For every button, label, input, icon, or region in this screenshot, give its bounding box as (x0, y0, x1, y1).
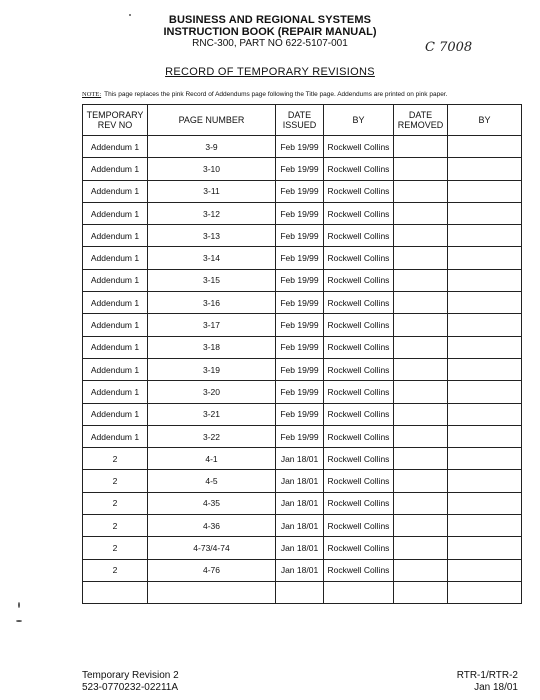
cell-by-removed (448, 559, 522, 581)
footer-revision: Temporary Revision 2 (82, 670, 179, 681)
cell-date-issued: Feb 19/99 (276, 403, 324, 425)
cell-date-issued (276, 581, 324, 603)
manual-part-number: RNC-300, PART NO 622-5107-001 (192, 38, 348, 49)
footer-doc-number: 523-0770232-02211A (82, 682, 179, 693)
cell-by-issued: Rockwell Collins (324, 537, 394, 559)
cell-date-removed (394, 292, 448, 314)
cell-rev-no: Addendum 1 (83, 336, 148, 358)
cell-date-issued: Feb 19/99 (276, 425, 324, 447)
table-row (83, 381, 522, 403)
cell-date-issued: Jan 18/01 (276, 470, 324, 492)
cell-by-issued: Rockwell Collins (324, 247, 394, 269)
cell-rev-no: Addendum 1 (83, 314, 148, 336)
cell-page-number: 3-20 (148, 381, 276, 403)
cell-by-removed (448, 381, 522, 403)
cell-by-issued: Rockwell Collins (324, 180, 394, 202)
cell-rev-no: 2 (83, 492, 148, 514)
cell-date-issued: Jan 18/01 (276, 537, 324, 559)
table-row (83, 180, 522, 202)
cell-page-number: 4-5 (148, 470, 276, 492)
cell-page-number: 3-11 (148, 180, 276, 202)
col-header-page-number: PAGE NUMBER (148, 105, 276, 136)
cell-date-issued: Feb 19/99 (276, 180, 324, 202)
cell-page-number: 3-10 (148, 158, 276, 180)
cell-rev-no: 2 (83, 559, 148, 581)
cell-rev-no: Addendum 1 (83, 158, 148, 180)
cell-date-issued: Feb 19/99 (276, 202, 324, 224)
handwritten-note: C 7008 (425, 40, 473, 55)
cell-rev-no: 2 (83, 537, 148, 559)
cell-by-issued (324, 581, 394, 603)
table-row (83, 247, 522, 269)
cell-by-issued: Rockwell Collins (324, 425, 394, 447)
table-row (83, 403, 522, 425)
cell-rev-no: Addendum 1 (83, 136, 148, 158)
note-text: This page replaces the pink Record of Addendums page following the Title page. Addendums are printed on pink paper. (104, 91, 448, 98)
scan-speck (16, 620, 22, 622)
cell-page-number: 3-19 (148, 358, 276, 380)
cell-by-removed (448, 403, 522, 425)
cell-page-number: 4-73/4-74 (148, 537, 276, 559)
table-header-row (83, 105, 522, 136)
cell-date-issued: Feb 19/99 (276, 381, 324, 403)
table-row (83, 314, 522, 336)
cell-page-number: 3-15 (148, 269, 276, 291)
cell-by-issued: Rockwell Collins (324, 158, 394, 180)
scan-speck (129, 14, 131, 16)
cell-by-removed (448, 537, 522, 559)
table-row (83, 448, 522, 470)
cell-page-number: 3-21 (148, 403, 276, 425)
revisions-table (82, 104, 522, 604)
table-row (83, 559, 522, 581)
cell-by-removed (448, 247, 522, 269)
cell-rev-no: 2 (83, 448, 148, 470)
cell-date-removed (394, 225, 448, 247)
cell-by-issued: Rockwell Collins (324, 403, 394, 425)
cell-date-removed (394, 381, 448, 403)
scan-speck (18, 602, 20, 608)
cell-date-removed (394, 403, 448, 425)
table-row (83, 425, 522, 447)
cell-date-issued: Feb 19/99 (276, 314, 324, 336)
col-header-by-removed: BY (448, 105, 522, 136)
cell-by-issued: Rockwell Collins (324, 336, 394, 358)
cell-date-removed (394, 247, 448, 269)
cell-page-number: 4-76 (148, 559, 276, 581)
cell-date-issued: Feb 19/99 (276, 358, 324, 380)
cell-by-removed (448, 292, 522, 314)
cell-date-removed (394, 269, 448, 291)
cell-by-removed (448, 180, 522, 202)
table-row (83, 292, 522, 314)
cell-page-number: 4-36 (148, 515, 276, 537)
cell-date-removed (394, 448, 448, 470)
cell-date-issued: Feb 19/99 (276, 247, 324, 269)
cell-page-number: 4-35 (148, 492, 276, 514)
cell-by-removed (448, 136, 522, 158)
table-row (83, 225, 522, 247)
cell-by-issued: Rockwell Collins (324, 225, 394, 247)
cell-by-removed (448, 358, 522, 380)
cell-by-removed (448, 492, 522, 514)
footer-right (457, 670, 518, 694)
cell-by-issued: Rockwell Collins (324, 492, 394, 514)
cell-by-removed (448, 581, 522, 603)
footer-left (82, 670, 179, 694)
cell-date-issued: Feb 19/99 (276, 269, 324, 291)
cell-date-issued: Feb 19/99 (276, 158, 324, 180)
cell-date-removed (394, 425, 448, 447)
cell-rev-no: Addendum 1 (83, 202, 148, 224)
cell-date-removed (394, 358, 448, 380)
table-row (83, 269, 522, 291)
cell-page-number: 3-9 (148, 136, 276, 158)
cell-by-removed (448, 470, 522, 492)
cell-rev-no: Addendum 1 (83, 247, 148, 269)
cell-by-removed (448, 448, 522, 470)
cell-rev-no: Addendum 1 (83, 381, 148, 403)
cell-date-removed (394, 515, 448, 537)
cell-by-removed (448, 225, 522, 247)
cell-by-issued: Rockwell Collins (324, 470, 394, 492)
footer-page-id: RTR-1/RTR-2 (456, 670, 518, 681)
cell-date-removed (394, 581, 448, 603)
cell-page-number: 3-17 (148, 314, 276, 336)
cell-by-removed (448, 425, 522, 447)
cell-date-removed (394, 136, 448, 158)
table-row (83, 158, 522, 180)
cell-rev-no: 2 (83, 470, 148, 492)
cell-page-number: 3-12 (148, 202, 276, 224)
cell-date-removed (394, 202, 448, 224)
table-row (83, 336, 522, 358)
cell-page-number: 3-18 (148, 336, 276, 358)
cell-rev-no: 2 (83, 515, 148, 537)
cell-by-removed (448, 515, 522, 537)
cell-rev-no: Addendum 1 (83, 425, 148, 447)
cell-date-issued: Feb 19/99 (276, 225, 324, 247)
cell-by-removed (448, 314, 522, 336)
table-row (83, 515, 522, 537)
cell-date-removed (394, 158, 448, 180)
cell-rev-no: Addendum 1 (83, 403, 148, 425)
cell-page-number: 4-1 (148, 448, 276, 470)
cell-rev-no: Addendum 1 (83, 269, 148, 291)
cell-by-removed (448, 202, 522, 224)
cell-by-removed (448, 269, 522, 291)
col-header-temporary-rev-no: TEMPORARY REV NO (83, 105, 148, 136)
table-row (83, 202, 522, 224)
cell-page-number: 3-13 (148, 225, 276, 247)
manual-header-line1: BUSINESS AND REGIONAL SYSTEMS (168, 14, 372, 26)
cell-by-issued: Rockwell Collins (324, 515, 394, 537)
cell-date-issued: Feb 19/99 (276, 336, 324, 358)
col-header-by-issued: BY (324, 105, 394, 136)
cell-date-removed (394, 537, 448, 559)
cell-date-removed (394, 470, 448, 492)
cell-date-removed (394, 492, 448, 514)
cell-page-number: 3-22 (148, 425, 276, 447)
col-header-date-removed: DATE REMOVED (394, 105, 448, 136)
cell-date-issued: Jan 18/01 (276, 492, 324, 514)
cell-rev-no: Addendum 1 (83, 292, 148, 314)
cell-by-issued: Rockwell Collins (324, 314, 394, 336)
cell-by-issued: Rockwell Collins (324, 448, 394, 470)
cell-by-removed (448, 158, 522, 180)
table-row (83, 492, 522, 514)
table-row (83, 136, 522, 158)
table-row (83, 581, 522, 603)
record-title: RECORD OF TEMPORARY REVISIONS (165, 66, 375, 78)
table-row (83, 470, 522, 492)
cell-by-issued: Rockwell Collins (324, 559, 394, 581)
cell-rev-no: Addendum 1 (83, 358, 148, 380)
cell-by-issued: Rockwell Collins (324, 358, 394, 380)
col-header-date-issued: DATE ISSUED (276, 105, 324, 136)
cell-by-issued: Rockwell Collins (324, 269, 394, 291)
cell-page-number: 3-16 (148, 292, 276, 314)
cell-rev-no: Addendum 1 (83, 180, 148, 202)
table-body (83, 136, 522, 604)
cell-date-issued: Jan 18/01 (276, 515, 324, 537)
cell-page-number (148, 581, 276, 603)
cell-rev-no (83, 581, 148, 603)
cell-by-issued: Rockwell Collins (324, 292, 394, 314)
table-row (83, 537, 522, 559)
page-note (82, 91, 447, 98)
cell-date-issued: Feb 19/99 (276, 292, 324, 314)
cell-by-issued: Rockwell Collins (324, 136, 394, 158)
cell-rev-no: Addendum 1 (83, 225, 148, 247)
cell-by-issued: Rockwell Collins (324, 202, 394, 224)
cell-date-removed (394, 180, 448, 202)
note-label: NOTE: (82, 91, 102, 98)
cell-date-issued: Feb 19/99 (276, 136, 324, 158)
footer-date: Jan 18/01 (474, 682, 518, 693)
cell-by-removed (448, 336, 522, 358)
cell-date-removed (394, 336, 448, 358)
cell-date-removed (394, 559, 448, 581)
manual-header-line2: INSTRUCTION BOOK (REPAIR MANUAL) (163, 26, 377, 38)
cell-page-number: 3-14 (148, 247, 276, 269)
table-row (83, 358, 522, 380)
cell-date-issued: Jan 18/01 (276, 559, 324, 581)
cell-date-removed (394, 314, 448, 336)
cell-by-issued: Rockwell Collins (324, 381, 394, 403)
cell-date-issued: Jan 18/01 (276, 448, 324, 470)
